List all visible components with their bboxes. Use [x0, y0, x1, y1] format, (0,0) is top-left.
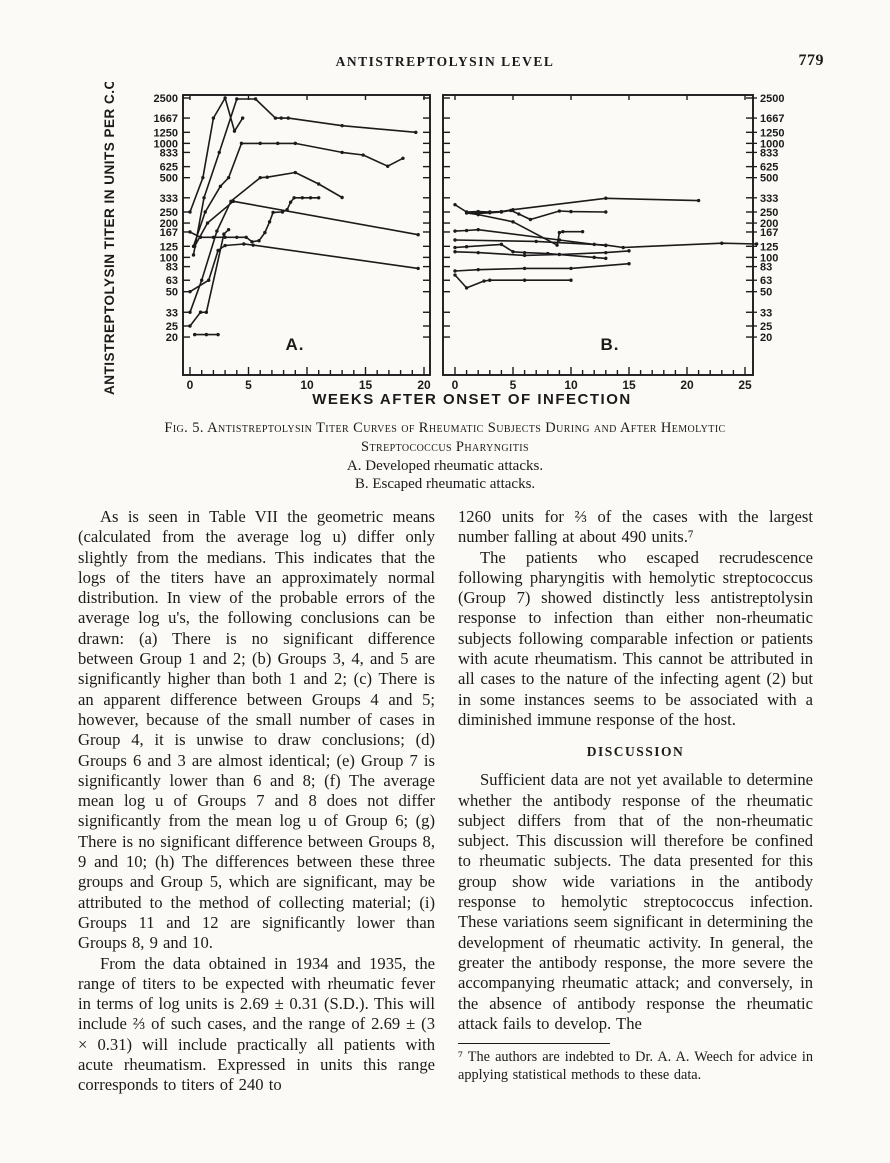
svg-text:15: 15	[358, 378, 373, 392]
svg-text:0: 0	[186, 378, 194, 392]
running-title: ANTISTREPTOLYSIN LEVEL	[335, 54, 555, 69]
svg-text:250: 250	[760, 207, 779, 219]
caption-line-2: Streptococcus Pharyngitis	[361, 439, 529, 455]
paragraph: The patients who escaped recrudescence following pharyngitis with hemolytic streptococcus (Group 7) showed distinctly less antistreptolysin response to infection than either non-rheumatic subjects following comparable infection or patients with acute rheumatism. This cannot be attributed in all cases to the nature of the infecting agent (2) but in some instances seems to be associated with a diminished immune response of the host.	[458, 547, 813, 729]
body-text	[78, 507, 813, 1096]
svg-text:25: 25	[165, 321, 178, 333]
figure-caption	[80, 419, 810, 493]
left-column	[78, 507, 435, 1096]
figure-5	[100, 82, 810, 417]
svg-text:250: 250	[159, 207, 178, 219]
svg-text:1250: 1250	[153, 127, 178, 140]
svg-text:833: 833	[159, 147, 178, 160]
paragraph: 1260 units for ⅔ of the cases with the largest number falling at about 490 units.⁷	[458, 507, 813, 547]
svg-text:5: 5	[509, 378, 517, 392]
svg-text:833: 833	[760, 147, 779, 160]
svg-text:125: 125	[760, 241, 779, 254]
footnote-text: ⁷ The authors are indebted to Dr. A. A. Weech for advice in applying statistical methods to these data.	[458, 1049, 813, 1083]
svg-text:200: 200	[760, 218, 779, 231]
svg-text:167: 167	[159, 226, 178, 239]
svg-text:63: 63	[165, 275, 178, 288]
svg-text:33: 33	[165, 307, 178, 320]
svg-text:333: 333	[159, 192, 178, 205]
svg-text:WEEKS AFTER ONSET OF INFECTION: WEEKS AFTER ONSET OF INFECTION	[312, 391, 632, 408]
svg-text:100: 100	[760, 252, 779, 265]
svg-text:20: 20	[760, 332, 773, 345]
svg-text:100: 100	[159, 252, 178, 265]
svg-text:50: 50	[165, 286, 178, 299]
svg-text:A.: A.	[285, 335, 305, 354]
svg-text:10: 10	[564, 378, 578, 392]
svg-text:20: 20	[680, 378, 694, 392]
svg-text:625: 625	[159, 161, 178, 174]
svg-text:1667: 1667	[760, 113, 785, 126]
svg-text:1000: 1000	[760, 138, 785, 151]
paragraph: From the data obtained in 1934 and 1935, the range of titers to be expected with rheumatic fever in terms of log units is 2.69 ± 0.31 (S.D.). This will include ⅔ of such cases, and the range of 2.69 ± (3 × 0.31) will include practically all patients with acute rheumatism. Expressed in units this range corresponds to titers of 240 to	[78, 953, 435, 1095]
svg-text:63: 63	[760, 275, 773, 288]
paragraph: Sufficient data are not yet available to determine whether the antibody response of the rheumatic subject differs from that of the non-rheumatic subject. This discussion will therefore be confined to rheumatic subjects. The data presented for this group show wide variations in the antibody response to hemolytic streptococcus infection. These variations seem significant in determining the development of rheumatic activity. In general, the greater the antibody response, the more severe the accompanying rheumatic attack; and conversely, in the absence of antibody response the rheumatic attack fails to develop. The	[458, 770, 813, 1033]
caption-line-1: Fig. 5. Antistreptolysin Titer Curves of Rheumatic Subjects During and After Hemolytic	[164, 420, 726, 436]
svg-text:ANTISTREPTOLYSIN TITER IN UNIT: ANTISTREPTOLYSIN TITER IN UNITS PER C.C.	[102, 82, 117, 396]
right-column	[458, 507, 813, 1096]
page-number: 779	[798, 52, 824, 69]
svg-text:20: 20	[417, 378, 431, 392]
section-heading-discussion: DISCUSSION	[586, 744, 685, 760]
svg-text:500: 500	[760, 172, 779, 185]
svg-text:0: 0	[451, 378, 459, 392]
svg-text:5: 5	[245, 378, 252, 392]
svg-text:200: 200	[159, 218, 178, 231]
svg-text:83: 83	[165, 261, 178, 274]
svg-text:2500: 2500	[760, 93, 785, 105]
antistreptolysin-titer-chart	[100, 82, 810, 417]
svg-text:1000: 1000	[153, 138, 178, 151]
paragraph: As is seen in Table VII the geometric means (calculated from the average log u) differ only slightly from the medians. This indicates that the logs of the titers have an approximately normal distribution. In view of the probable errors of the average log u's, the following conclusions can be drawn: (a) There is no significant difference between Group 1 and 2; (b) Groups 3, 4, and 5 are significantly higher than both 1 and 2; (c) There is an apparent difference between Groups 4 and 5; however, because of the small number of cases in Group 4, it is unwise to draw conclusions; (d) Groups 6 and 3 are almost identical; (e) Group 7 is significantly lower than 6 and 8; (f) The average mean log u of Groups 7 and 8 does not differ significantly from the mean log u of Group 6; (g) There is no significant difference between Groups 8, 9 and 10; (h) The differences between these three groups and Group 5, which are significant, may be attributed to the method of collecting material; (i) Groups 11 and 12 are significantly lower than Groups 8, 9 and 10.	[78, 507, 435, 953]
caption-sub-b: B. Escaped rheumatic attacks.	[354, 476, 536, 492]
svg-text:B.: B.	[600, 335, 620, 354]
svg-text:10: 10	[300, 378, 314, 392]
svg-text:2500: 2500	[153, 93, 178, 105]
svg-text:1250: 1250	[760, 127, 785, 140]
caption-sub-a: A. Developed rheumatic attacks.	[346, 458, 544, 474]
svg-text:20: 20	[165, 332, 178, 345]
svg-text:33: 33	[760, 307, 773, 320]
svg-text:50: 50	[760, 286, 773, 299]
svg-text:625: 625	[760, 161, 779, 174]
svg-text:167: 167	[760, 226, 779, 239]
svg-text:15: 15	[622, 378, 636, 392]
svg-text:25: 25	[760, 321, 773, 333]
footnote-rule	[458, 1043, 610, 1044]
svg-text:125: 125	[159, 241, 178, 254]
svg-text:1667: 1667	[153, 113, 178, 126]
svg-text:333: 333	[760, 192, 779, 205]
svg-text:500: 500	[159, 172, 178, 185]
svg-text:83: 83	[760, 261, 773, 274]
svg-text:25: 25	[738, 378, 752, 392]
